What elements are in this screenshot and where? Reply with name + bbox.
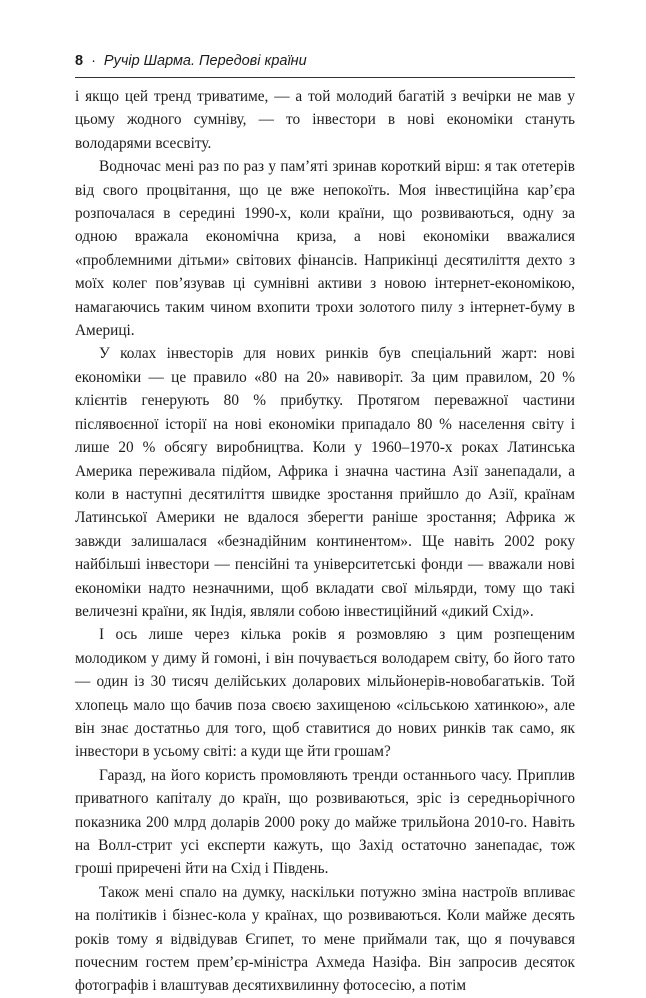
- header-rule: [75, 77, 575, 78]
- body-text: [75, 85, 575, 998]
- paragraph: і якщо цей тренд триватиме, — а той молодий багатій з вечірки не мав у цьому жодного сумніву, — то інвестори в нові економіки стануть володарями всесвіту.: [75, 88, 575, 152]
- paragraph: І ось лише через кілька років я розмовляю з цим розпещеним молодиком у диму й гомоні, і він почувається володарем світу, бо його тато — один із 30 тисяч делійських доларових мільйонерів-новобагатьків. Той хлопець мало що бачив поза своєю захищеною «сільською хатинкою», але він знає достатньо для того, щоб ставитися до нових ринків так само, як інвестори в усьому світі: а куди ще йти грошам?: [75, 626, 575, 761]
- paragraph: Водночас мені раз по раз у пам’яті зринав короткий вірш: я так отетерів від свого процвітання, що це вже непокоїть. Моя інвестиційна кар’єра розпочалася в середині 1990-х, коли країни, що розвиваються, одну за одною вражала економічна криза, а нові економіки вважалися «проблемними дітьми» світових фінансів. Наприкінці десятиліття дехто з моїх колег пов’язував ці сумнівні активи з новою інтернет-економікою, намагаючись таким чином вхопити трохи золотого пилу з інтернет-буму в Америці.: [75, 158, 575, 340]
- paragraph: Також мені спало на думку, наскільки потужно зміна настроїв впливає на політиків і бізнес-кола у країнах, що розвиваються. Коли майже десять років тому я відвідував Єгипет, то мене приймали так, що я почувався почесним гостем прем’єр-міністра Ахмеда Назіфа. Він запросив десяток фотографів і влаштував десятихвилинну фотосесію, а потім: [75, 883, 575, 995]
- book-title: Ручір Шарма. Передові країни: [103, 53, 307, 69]
- page-number: 8: [75, 53, 84, 69]
- paragraph: У колах інвесторів для нових ринків був спеціальний жарт: нові економіки — це правило «80 на 20» навиворіт. За цим правилом, 20 % клієнтів генерують 80 % прибутку. Протягом переважної частини післявоєнної історії на нові економіки припадало 80 % населення світу і лише 20 % обсягу виробництва. Коли у 1960–1970-х роках Латинська Америка переживала підйом, Африка і значна частина Азії занепадали, а коли в наступні десятиліття швидке зростання прийшло до Азії, країнам Латинської Америки не вдалося зберегти раніше зростання; Африка ж завжди залишалася «безнадійним континентом». Ще навіть 2002 року найбільші інвестори — пенсійні та університетські фонди — вважали нові економіки надто незначними, щоб вкладати свої мільярди, тому що такі величезні країни, як Індія, являли собою інвестиційний «дикий Схід».: [75, 345, 575, 620]
- paragraph: Гаразд, на його користь промовляють тренди останнього часу. Приплив приватного капіталу до країн, що розвиваються, зріс із середньорічного показника 200 млрд доларів 2000 року до майже трильйона 2010-го. Навіть на Волл-стрит усі експерти кажуть, що Захід остаточно занепадає, тож гроші приречені йти на Схід і Південь.: [75, 766, 575, 878]
- running-header: [75, 50, 575, 72]
- header-separator: ·: [91, 53, 96, 69]
